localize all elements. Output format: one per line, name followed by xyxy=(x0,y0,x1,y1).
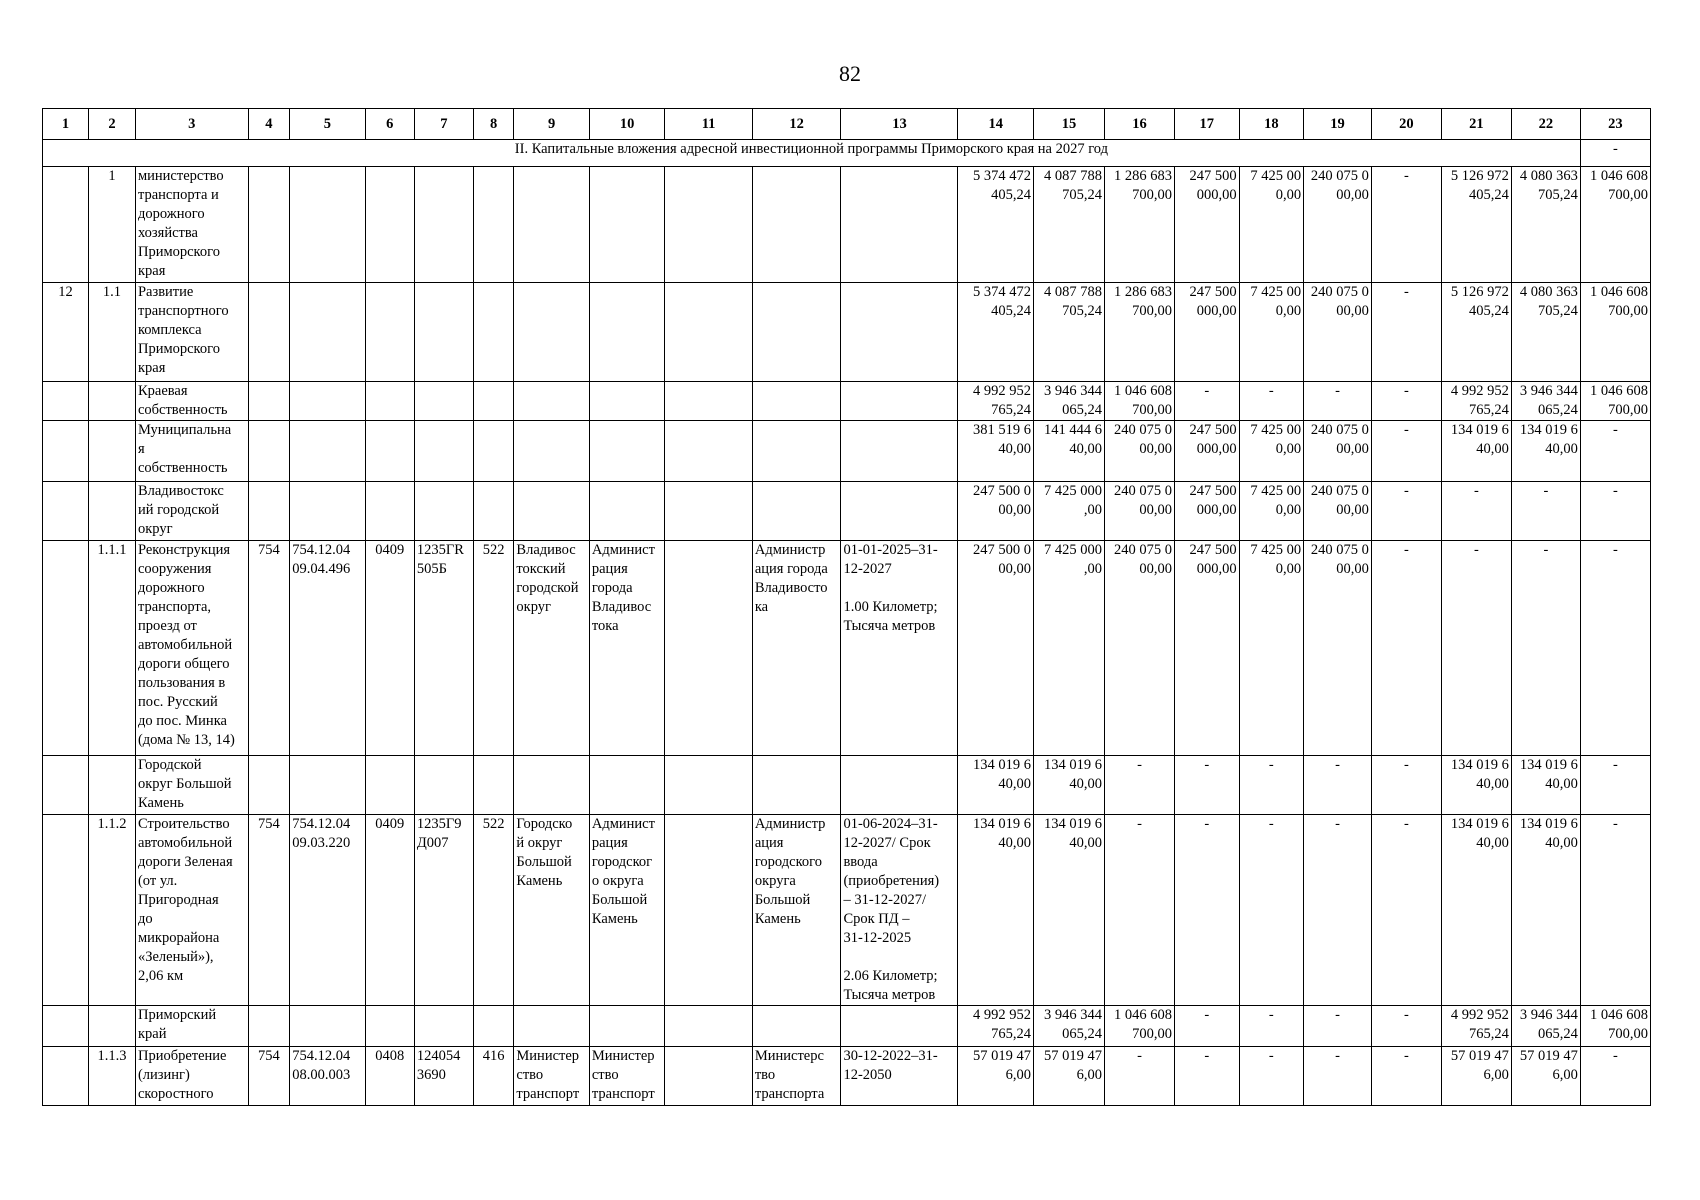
table-cell-col-7 xyxy=(414,167,473,283)
table-cell-col-13: 01-06-2024–31- 12-2027/ Срок ввода (приобретения) – 31-12-2027/ Срок ПД – 31-12-2025 2.06 Километр; Тысяча метров xyxy=(841,815,958,1006)
table-cell-col-11 xyxy=(665,815,753,1006)
table-cell-col-19: 240 075 0 00,00 xyxy=(1304,421,1372,482)
table-cell-col-4: 754 xyxy=(248,1047,290,1106)
table-cell-col-23: 1 046 608 700,00 xyxy=(1580,283,1650,382)
table-cell-col-23: - xyxy=(1580,756,1650,815)
table-cell-col-15: 57 019 47 6,00 xyxy=(1033,1047,1104,1106)
table-cell-col-13 xyxy=(841,167,958,283)
table-cell-col-2 xyxy=(88,1006,135,1047)
table-cell-col-20: - xyxy=(1371,1006,1441,1047)
table-cell-col-2 xyxy=(88,756,135,815)
table-cell-col-4: 754 xyxy=(248,541,290,756)
table-cell-col-12 xyxy=(752,283,841,382)
table-cell-col-18: 7 425 00 0,00 xyxy=(1239,167,1304,283)
table-cell-col-20: - xyxy=(1371,756,1441,815)
table-cell-col-5 xyxy=(290,482,365,541)
column-number-4: 4 xyxy=(248,109,290,140)
table-cell-col-10: Админист рация города Владивос тока xyxy=(589,541,664,756)
table-cell-col-3: Реконструкция сооружения дорожного транспорта, проезд от автомобильной дороги общего пользования в пос. Русский до пос. Минка (дома № 13, 14) xyxy=(135,541,248,756)
table-cell-col-18: 7 425 00 0,00 xyxy=(1239,283,1304,382)
table-cell-col-6 xyxy=(365,756,414,815)
table-cell-col-16: - xyxy=(1105,756,1175,815)
table-cell-col-16: - xyxy=(1105,1047,1175,1106)
column-number-15: 15 xyxy=(1033,109,1104,140)
table-cell-col-9 xyxy=(514,1006,589,1047)
table-row xyxy=(43,756,1651,815)
table-cell-col-4 xyxy=(248,421,290,482)
table-cell-col-3: Приморский край xyxy=(135,1006,248,1047)
table-cell-col-16: 240 075 0 00,00 xyxy=(1105,482,1175,541)
table-cell-col-17: 247 500 000,00 xyxy=(1175,283,1240,382)
table-cell-col-6 xyxy=(365,1006,414,1047)
table-cell-col-9 xyxy=(514,283,589,382)
table-cell-col-7 xyxy=(414,1006,473,1047)
table-row xyxy=(43,283,1651,382)
table-cell-col-17: 247 500 000,00 xyxy=(1175,482,1240,541)
table-cell-col-4 xyxy=(248,482,290,541)
column-number-2: 2 xyxy=(88,109,135,140)
table-cell-col-10 xyxy=(589,421,664,482)
table-cell-col-12: Министерс тво транспорта xyxy=(752,1047,841,1106)
table-cell-col-20: - xyxy=(1371,482,1441,541)
section-row xyxy=(43,140,1651,167)
table-cell-col-1 xyxy=(43,541,89,756)
table-cell-col-13 xyxy=(841,1006,958,1047)
table-cell-col-18: - xyxy=(1239,756,1304,815)
table-cell-col-4 xyxy=(248,1006,290,1047)
table-cell-col-16: 1 286 683 700,00 xyxy=(1105,167,1175,283)
table-cell-col-3: Краевая собственность xyxy=(135,382,248,421)
table-cell-col-21: 5 126 972 405,24 xyxy=(1441,167,1511,283)
page-number: 82 xyxy=(839,61,861,86)
table-cell-col-22: 134 019 6 40,00 xyxy=(1511,421,1580,482)
column-number-20: 20 xyxy=(1371,109,1441,140)
table-cell-col-22: 134 019 6 40,00 xyxy=(1511,815,1580,1006)
table-cell-col-19: 240 075 0 00,00 xyxy=(1304,482,1372,541)
table-cell-col-1 xyxy=(43,756,89,815)
column-number-18: 18 xyxy=(1239,109,1304,140)
table-cell-col-21: - xyxy=(1441,482,1511,541)
column-number-11: 11 xyxy=(665,109,753,140)
column-number-21: 21 xyxy=(1441,109,1511,140)
table-cell-col-7 xyxy=(414,382,473,421)
table-cell-col-22: 4 080 363 705,24 xyxy=(1511,167,1580,283)
table-cell-col-20: - xyxy=(1371,167,1441,283)
table-cell-col-23: 1 046 608 700,00 xyxy=(1580,1006,1650,1047)
table-cell-col-15: 7 425 000 ,00 xyxy=(1033,482,1104,541)
table-cell-col-14: 57 019 47 6,00 xyxy=(958,1047,1033,1106)
table-cell-col-16: - xyxy=(1105,815,1175,1006)
table-cell-col-22: 4 080 363 705,24 xyxy=(1511,283,1580,382)
table-cell-col-10 xyxy=(589,1006,664,1047)
table-cell-col-15: 141 444 6 40,00 xyxy=(1033,421,1104,482)
table-cell-col-13 xyxy=(841,756,958,815)
table-cell-col-21: 134 019 6 40,00 xyxy=(1441,815,1511,1006)
table-cell-col-6 xyxy=(365,382,414,421)
column-number-3: 3 xyxy=(135,109,248,140)
table-cell-col-23: 1 046 608 700,00 xyxy=(1580,167,1650,283)
table-cell-col-2 xyxy=(88,482,135,541)
table-cell-col-4 xyxy=(248,756,290,815)
table-cell-col-12 xyxy=(752,167,841,283)
table-cell-col-17: - xyxy=(1175,756,1240,815)
table-cell-col-21: 134 019 6 40,00 xyxy=(1441,756,1511,815)
table-cell-col-21: 134 019 6 40,00 xyxy=(1441,421,1511,482)
table-cell-col-22: - xyxy=(1511,482,1580,541)
table-cell-col-5 xyxy=(290,382,365,421)
table-cell-col-6 xyxy=(365,421,414,482)
table-cell-col-10 xyxy=(589,482,664,541)
header-row xyxy=(43,109,1651,140)
table-cell-col-1 xyxy=(43,382,89,421)
table-cell-col-18: - xyxy=(1239,382,1304,421)
section-title: II. Капитальные вложения адресной инвестиционной программы Приморского края на 2027 год xyxy=(43,140,1581,167)
column-number-7: 7 xyxy=(414,109,473,140)
table-cell-col-2: 1 xyxy=(88,167,135,283)
table-cell-col-21: 4 992 952 765,24 xyxy=(1441,382,1511,421)
table-cell-col-17: 247 500 000,00 xyxy=(1175,541,1240,756)
table-cell-col-2 xyxy=(88,421,135,482)
table-cell-col-7: 1235Г9 Д007 xyxy=(414,815,473,1006)
table-cell-col-17: 247 500 000,00 xyxy=(1175,167,1240,283)
table-cell-col-20: - xyxy=(1371,541,1441,756)
table-cell-col-21: - xyxy=(1441,541,1511,756)
table-cell-col-21: 4 992 952 765,24 xyxy=(1441,1006,1511,1047)
column-number-19: 19 xyxy=(1304,109,1372,140)
table-cell-col-11 xyxy=(665,421,753,482)
table-cell-col-23: 1 046 608 700,00 xyxy=(1580,382,1650,421)
table-cell-col-12 xyxy=(752,756,841,815)
table-cell-col-11 xyxy=(665,756,753,815)
table-cell-col-18: - xyxy=(1239,815,1304,1006)
table-cell-col-5 xyxy=(290,1006,365,1047)
column-number-14: 14 xyxy=(958,109,1033,140)
table-cell-col-13: 01-01-2025–31- 12-2027 1.00 Километр; Тысяча метров xyxy=(841,541,958,756)
table-cell-col-23: - xyxy=(1580,482,1650,541)
table-cell-col-17: 247 500 000,00 xyxy=(1175,421,1240,482)
table-cell-col-20: - xyxy=(1371,421,1441,482)
table-cell-col-14: 381 519 6 40,00 xyxy=(958,421,1033,482)
table-cell-col-5 xyxy=(290,167,365,283)
table-cell-col-3: Городской округ Большой Камень xyxy=(135,756,248,815)
table-cell-col-13 xyxy=(841,382,958,421)
table-cell-col-9 xyxy=(514,482,589,541)
table-cell-col-8 xyxy=(473,482,513,541)
table-cell-col-22: - xyxy=(1511,541,1580,756)
table-cell-col-8 xyxy=(473,167,513,283)
column-number-13: 13 xyxy=(841,109,958,140)
table-cell-col-9 xyxy=(514,167,589,283)
table-cell-col-4 xyxy=(248,283,290,382)
column-number-8: 8 xyxy=(473,109,513,140)
table-cell-col-1 xyxy=(43,1047,89,1106)
table-cell-col-10 xyxy=(589,167,664,283)
column-number-17: 17 xyxy=(1175,109,1240,140)
table-cell-col-22: 134 019 6 40,00 xyxy=(1511,756,1580,815)
table-cell-col-8 xyxy=(473,1006,513,1047)
table-cell-col-12 xyxy=(752,421,841,482)
table-cell-col-2: 1.1.1 xyxy=(88,541,135,756)
table-cell-col-8 xyxy=(473,283,513,382)
table-cell-col-1 xyxy=(43,815,89,1006)
table-cell-col-14: 247 500 0 00,00 xyxy=(958,482,1033,541)
table-cell-col-6: 0409 xyxy=(365,541,414,756)
table-cell-col-8: 416 xyxy=(473,1047,513,1106)
table-row xyxy=(43,541,1651,756)
table-cell-col-5 xyxy=(290,283,365,382)
table-cell-col-7 xyxy=(414,421,473,482)
table-cell-col-3: Муниципальна я собственность xyxy=(135,421,248,482)
section-column-23: - xyxy=(1580,140,1650,167)
table-cell-col-11 xyxy=(665,167,753,283)
table-cell-col-4 xyxy=(248,382,290,421)
table-cell-col-7 xyxy=(414,756,473,815)
table-cell-col-14: 4 992 952 765,24 xyxy=(958,382,1033,421)
table-cell-col-18: - xyxy=(1239,1006,1304,1047)
table-cell-col-8 xyxy=(473,756,513,815)
table-cell-col-9: Владивос токский городской округ xyxy=(514,541,589,756)
table-cell-col-16: 1 046 608 700,00 xyxy=(1105,1006,1175,1047)
column-number-10: 10 xyxy=(589,109,664,140)
table-cell-col-6 xyxy=(365,167,414,283)
table-cell-col-23: - xyxy=(1580,815,1650,1006)
table-cell-col-14: 5 374 472 405,24 xyxy=(958,283,1033,382)
table-cell-col-4 xyxy=(248,167,290,283)
table-cell-col-13: 30-12-2022–31- 12-2050 xyxy=(841,1047,958,1106)
table-cell-col-13 xyxy=(841,283,958,382)
table-cell-col-23: - xyxy=(1580,421,1650,482)
table-cell-col-9 xyxy=(514,382,589,421)
table-cell-col-23: - xyxy=(1580,1047,1650,1106)
table-cell-col-19: 240 075 0 00,00 xyxy=(1304,541,1372,756)
table-cell-col-15: 134 019 6 40,00 xyxy=(1033,756,1104,815)
table-cell-col-1 xyxy=(43,1006,89,1047)
table-cell-col-6 xyxy=(365,283,414,382)
table-cell-col-14: 4 992 952 765,24 xyxy=(958,1006,1033,1047)
table-cell-col-11 xyxy=(665,1006,753,1047)
table-cell-col-8: 522 xyxy=(473,541,513,756)
table-cell-col-19: - xyxy=(1304,1006,1372,1047)
table-cell-col-10 xyxy=(589,283,664,382)
table-cell-col-21: 57 019 47 6,00 xyxy=(1441,1047,1511,1106)
table-cell-col-15: 4 087 788 705,24 xyxy=(1033,167,1104,283)
table-cell-col-18: 7 425 00 0,00 xyxy=(1239,482,1304,541)
table-cell-col-9: Городско й округ Большой Камень xyxy=(514,815,589,1006)
table-cell-col-8: 522 xyxy=(473,815,513,1006)
table-cell-col-14: 134 019 6 40,00 xyxy=(958,815,1033,1006)
table-row xyxy=(43,167,1651,283)
table-cell-col-3: Приобретение (лизинг) скоростного xyxy=(135,1047,248,1106)
table-cell-col-17: - xyxy=(1175,815,1240,1006)
table-cell-col-22: 3 946 344 065,24 xyxy=(1511,1006,1580,1047)
table-cell-col-15: 3 946 344 065,24 xyxy=(1033,1006,1104,1047)
table-cell-col-12 xyxy=(752,482,841,541)
table-cell-col-3: Развитие транспортного комплекса Приморского края xyxy=(135,283,248,382)
table-cell-col-15: 7 425 000 ,00 xyxy=(1033,541,1104,756)
table-cell-col-2: 1.1 xyxy=(88,283,135,382)
table-row xyxy=(43,482,1651,541)
table-cell-col-18: 7 425 00 0,00 xyxy=(1239,541,1304,756)
table-cell-col-12: Администр ация города Владивосто ка xyxy=(752,541,841,756)
table-cell-col-19: 240 075 0 00,00 xyxy=(1304,283,1372,382)
table-cell-col-16: 1 286 683 700,00 xyxy=(1105,283,1175,382)
table-cell-col-4: 754 xyxy=(248,815,290,1006)
table-cell-col-9 xyxy=(514,756,589,815)
table-cell-col-9 xyxy=(514,421,589,482)
table-cell-col-18: 7 425 00 0,00 xyxy=(1239,421,1304,482)
table-cell-col-3: Строительство автомобильной дороги Зеленая (от ул. Пригородная до микрорайона «Зеленый»), 2,06 км xyxy=(135,815,248,1006)
table-cell-col-8 xyxy=(473,421,513,482)
table-cell-col-19: - xyxy=(1304,756,1372,815)
table-cell-col-16: 240 075 0 00,00 xyxy=(1105,541,1175,756)
table-cell-col-19: - xyxy=(1304,815,1372,1006)
investment-program-table xyxy=(42,108,1651,1106)
table-cell-col-5 xyxy=(290,756,365,815)
table-cell-col-5 xyxy=(290,421,365,482)
table-cell-col-2 xyxy=(88,382,135,421)
table-cell-col-15: 3 946 344 065,24 xyxy=(1033,382,1104,421)
table-cell-col-20: - xyxy=(1371,815,1441,1006)
table-cell-col-17: - xyxy=(1175,382,1240,421)
table-cell-col-9: Министер ство транспорт xyxy=(514,1047,589,1106)
table-cell-col-7 xyxy=(414,482,473,541)
table-cell-col-22: 3 946 344 065,24 xyxy=(1511,382,1580,421)
table-cell-col-23: - xyxy=(1580,541,1650,756)
column-number-5: 5 xyxy=(290,109,365,140)
table-cell-col-6 xyxy=(365,482,414,541)
table-cell-col-11 xyxy=(665,482,753,541)
table-cell-col-13 xyxy=(841,421,958,482)
table-cell-col-11 xyxy=(665,1047,753,1106)
table-cell-col-3: министерство транспорта и дорожного хозяйства Приморского края xyxy=(135,167,248,283)
table-cell-col-12 xyxy=(752,1006,841,1047)
table-row xyxy=(43,382,1651,421)
table-row xyxy=(43,421,1651,482)
table-cell-col-3: Владивостокс ий городской округ xyxy=(135,482,248,541)
table-cell-col-18: - xyxy=(1239,1047,1304,1106)
table-cell-col-7: 1235ГR 505Б xyxy=(414,541,473,756)
table-cell-col-10: Министер ство транспорт xyxy=(589,1047,664,1106)
column-number-23: 23 xyxy=(1580,109,1650,140)
table-cell-col-10 xyxy=(589,756,664,815)
table-cell-col-11 xyxy=(665,541,753,756)
table-cell-col-20: - xyxy=(1371,1047,1441,1106)
table-cell-col-1: 12 xyxy=(43,283,89,382)
table-cell-col-11 xyxy=(665,382,753,421)
table-cell-col-19: 240 075 0 00,00 xyxy=(1304,167,1372,283)
table-cell-col-14: 134 019 6 40,00 xyxy=(958,756,1033,815)
table-row xyxy=(43,1047,1651,1106)
table-cell-col-17: - xyxy=(1175,1047,1240,1106)
table-cell-col-5: 754.12.04 08.00.003 xyxy=(290,1047,365,1106)
table-cell-col-16: 240 075 0 00,00 xyxy=(1105,421,1175,482)
table-cell-col-5: 754.12.04 09.04.496 xyxy=(290,541,365,756)
table-row xyxy=(43,815,1651,1006)
table-cell-col-15: 134 019 6 40,00 xyxy=(1033,815,1104,1006)
table-cell-col-11 xyxy=(665,283,753,382)
table-cell-col-7 xyxy=(414,283,473,382)
table-cell-col-10: Админист рация городског о округа Большой Камень xyxy=(589,815,664,1006)
table-cell-col-7: 124054 3690 xyxy=(414,1047,473,1106)
table-cell-col-19: - xyxy=(1304,382,1372,421)
column-number-16: 16 xyxy=(1105,109,1175,140)
table-cell-col-2: 1.1.2 xyxy=(88,815,135,1006)
table-cell-col-10 xyxy=(589,382,664,421)
column-number-6: 6 xyxy=(365,109,414,140)
table-cell-col-15: 4 087 788 705,24 xyxy=(1033,283,1104,382)
table-cell-col-17: - xyxy=(1175,1006,1240,1047)
table-cell-col-2: 1.1.3 xyxy=(88,1047,135,1106)
table-cell-col-12 xyxy=(752,382,841,421)
table-cell-col-6: 0408 xyxy=(365,1047,414,1106)
table-cell-col-19: - xyxy=(1304,1047,1372,1106)
column-number-1: 1 xyxy=(43,109,89,140)
column-number-9: 9 xyxy=(514,109,589,140)
table-cell-col-14: 5 374 472 405,24 xyxy=(958,167,1033,283)
table-cell-col-21: 5 126 972 405,24 xyxy=(1441,283,1511,382)
table-cell-col-1 xyxy=(43,421,89,482)
table-cell-col-1 xyxy=(43,482,89,541)
column-number-22: 22 xyxy=(1511,109,1580,140)
table-cell-col-13 xyxy=(841,482,958,541)
table-cell-col-20: - xyxy=(1371,283,1441,382)
table-cell-col-12: Администр ация городского округа Большой Камень xyxy=(752,815,841,1006)
table-cell-col-14: 247 500 0 00,00 xyxy=(958,541,1033,756)
table-cell-col-16: 1 046 608 700,00 xyxy=(1105,382,1175,421)
table-cell-col-5: 754.12.04 09.03.220 xyxy=(290,815,365,1006)
table-cell-col-6: 0409 xyxy=(365,815,414,1006)
table-cell-col-20: - xyxy=(1371,382,1441,421)
table-row xyxy=(43,1006,1651,1047)
table-cell-col-22: 57 019 47 6,00 xyxy=(1511,1047,1580,1106)
table-cell-col-1 xyxy=(43,167,89,283)
table-cell-col-8 xyxy=(473,382,513,421)
column-number-12: 12 xyxy=(752,109,841,140)
